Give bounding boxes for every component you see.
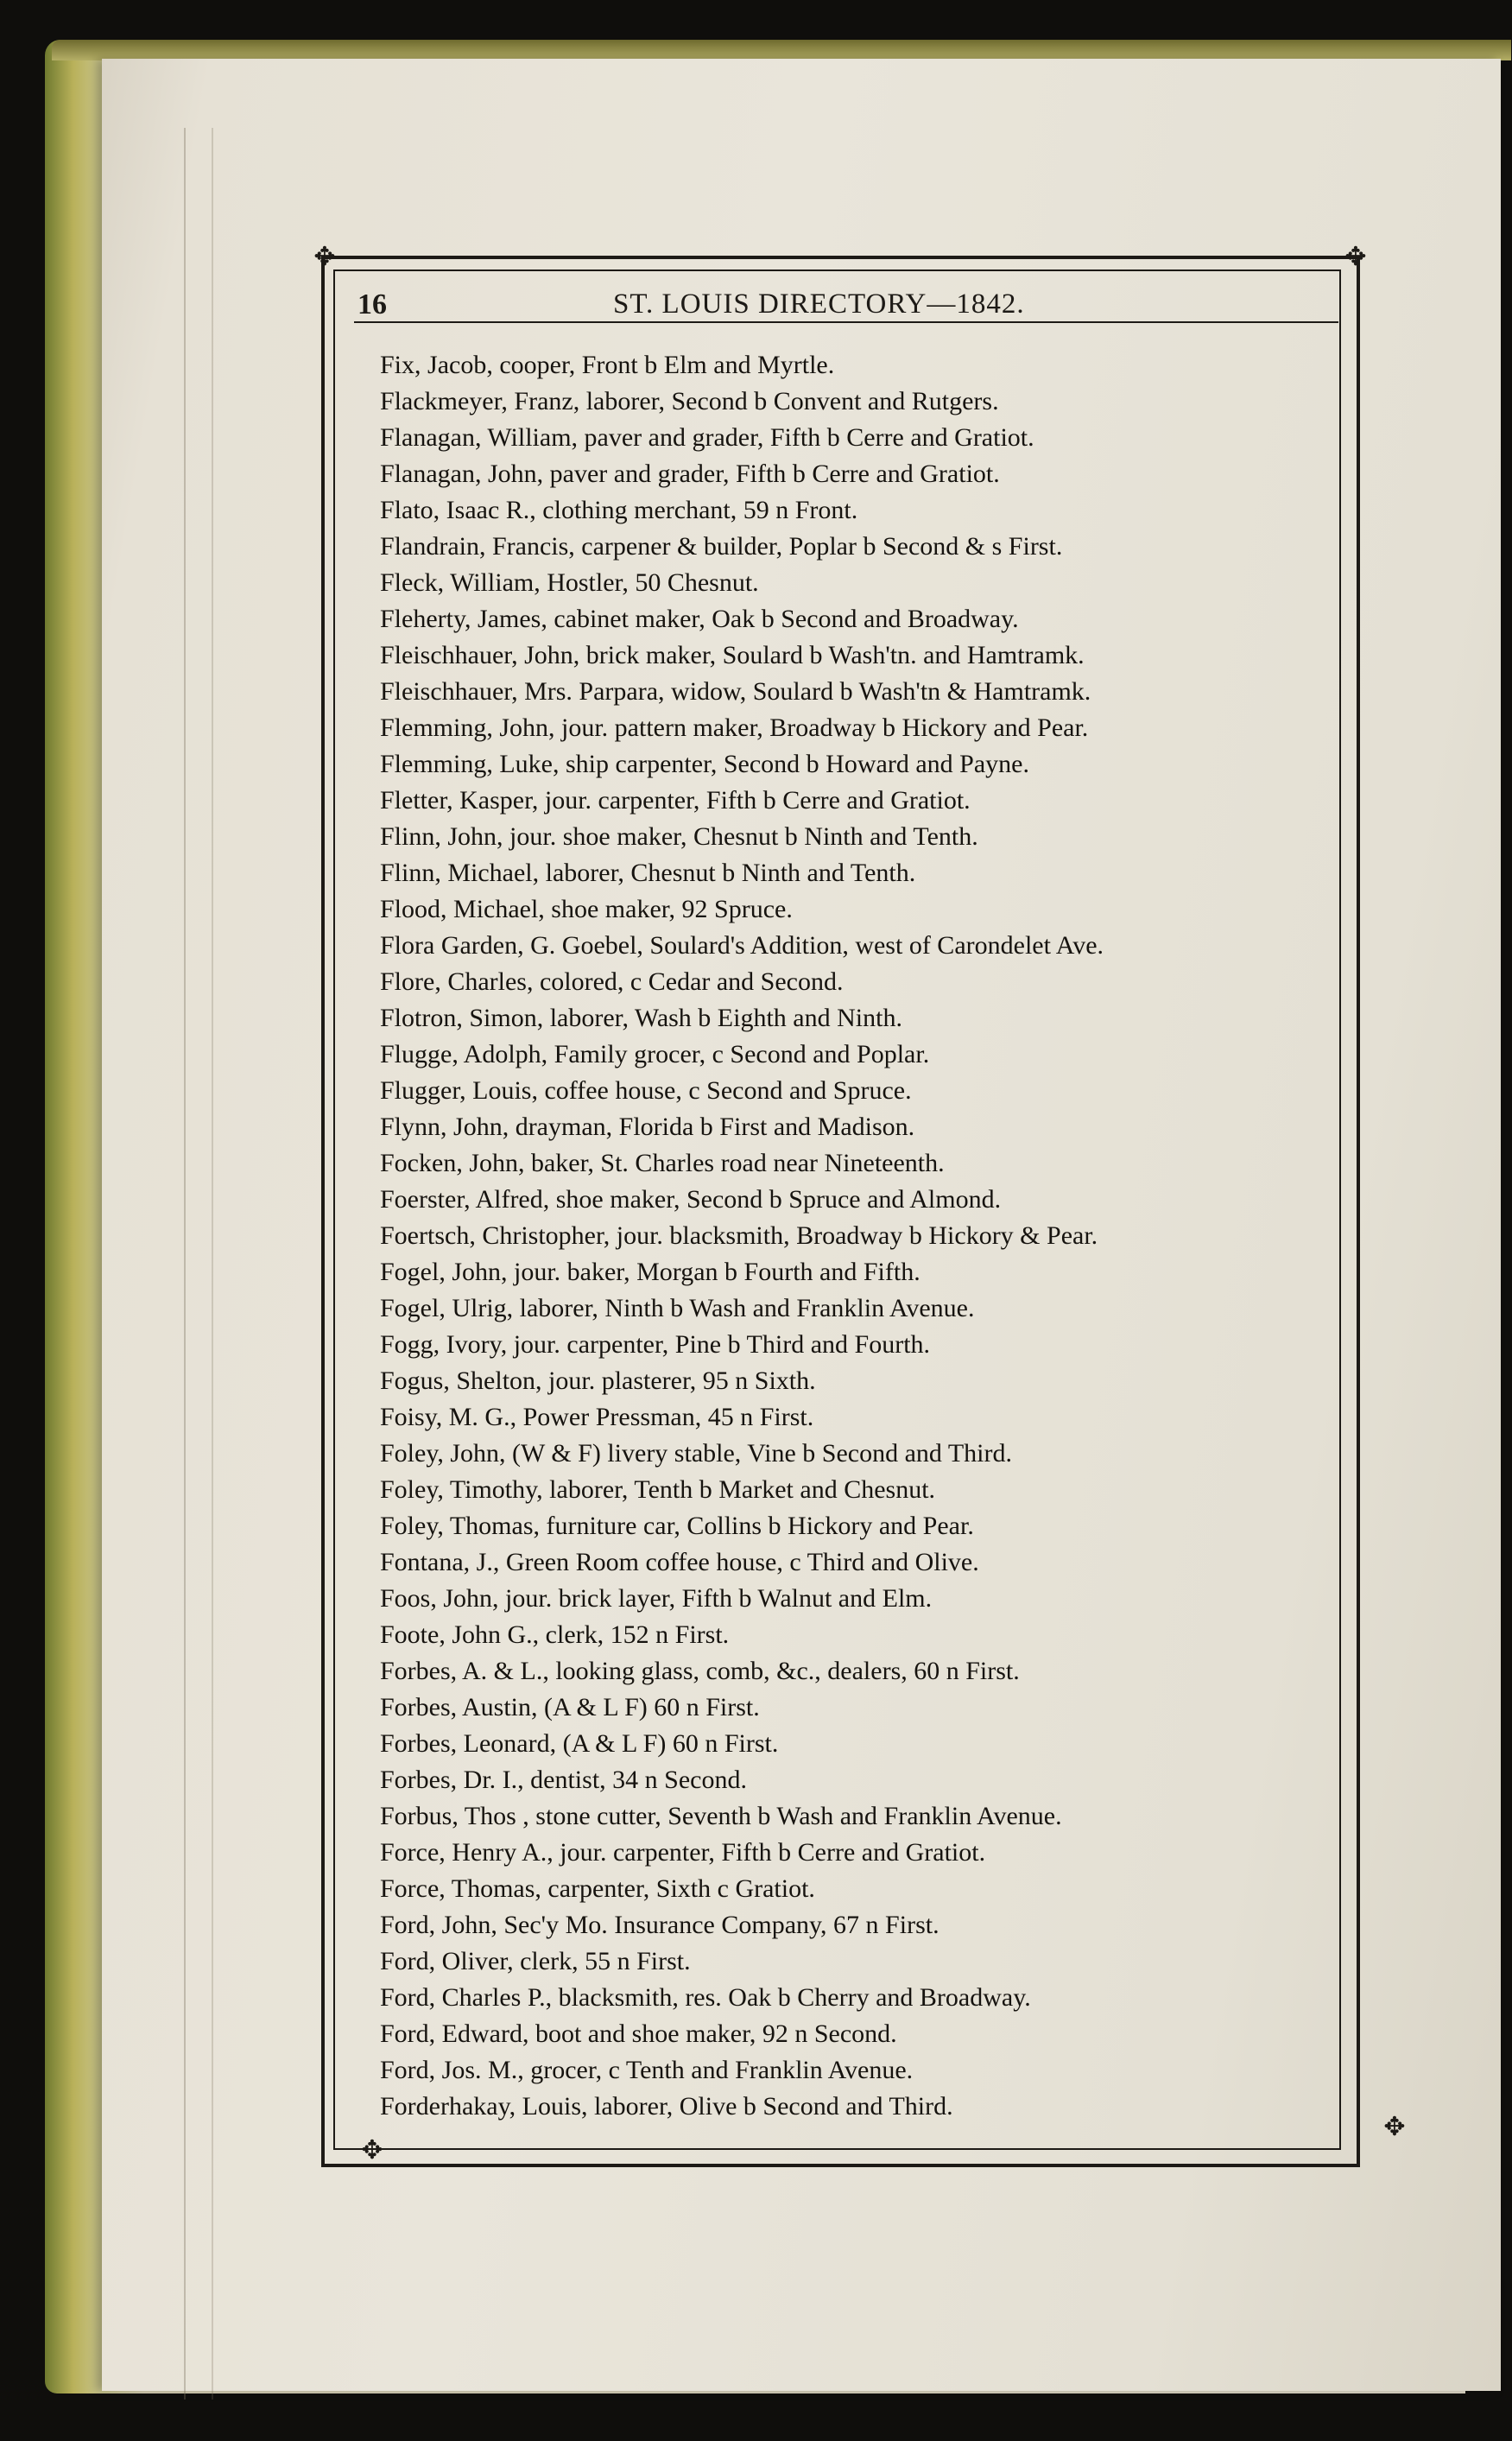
directory-entry: Fleischhauer, John, brick maker, Soulard b Wash'tn. and Hamtramk.: [380, 641, 1085, 669]
corner-ornament-icon: ✥: [361, 2136, 383, 2165]
directory-entry: Fogel, John, jour. baker, Morgan b Fourth and Fifth.: [380, 1258, 920, 1286]
corner-ornament-icon: ✥: [1344, 243, 1367, 271]
directory-entry: Flinn, Michael, laborer, Chesnut b Ninth and Tenth.: [380, 859, 916, 887]
page-gutter: [184, 128, 213, 2400]
directory-entry: Force, Thomas, carpenter, Sixth c Gratiot.: [380, 1874, 815, 1903]
directory-entry: Forbes, Leonard, (A & L F) 60 n First.: [380, 1729, 779, 1758]
corner-ornament-icon: ✥: [313, 243, 336, 271]
directory-entry: Flore, Charles, colored, c Cedar and Second.: [380, 967, 844, 996]
running-title: ST. LOUIS DIRECTORY—1842.: [613, 288, 1025, 320]
directory-entry: Flackmeyer, Franz, laborer, Second b Convent and Rutgers.: [380, 387, 999, 415]
page-number: 16: [357, 288, 387, 320]
directory-entry: Foisy, M. G., Power Pressman, 45 n First.: [380, 1403, 814, 1431]
header-rule: [354, 321, 1338, 323]
directory-entry: Foley, Timothy, laborer, Tenth b Market and Chesnut.: [380, 1475, 936, 1504]
directory-entry: Fogel, Ulrig, laborer, Ninth b Wash and Franklin Avenue.: [380, 1294, 975, 1322]
directory-entry: Fletter, Kasper, jour. carpenter, Fifth b Cerre and Gratiot.: [380, 786, 971, 815]
directory-entry: Ford, John, Sec'y Mo. Insurance Company, 67 n First.: [380, 1911, 939, 1939]
directory-entry: Fleherty, James, cabinet maker, Oak b Second and Broadway.: [380, 605, 1019, 633]
directory-entry: Fogg, Ivory, jour. carpenter, Pine b Third and Fourth.: [380, 1330, 931, 1359]
directory-entry: Forbus, Thos , stone cutter, Seventh b Wash and Franklin Avenue.: [380, 1802, 1062, 1830]
directory-entry: Forbes, Dr. I., dentist, 34 n Second.: [380, 1766, 747, 1794]
directory-entry: Foertsch, Christopher, jour. blacksmith, Broadway b Hickory & Pear.: [380, 1221, 1098, 1250]
directory-entry: Flemming, Luke, ship carpenter, Second b Howard and Payne.: [380, 750, 1029, 778]
directory-entry: Forderhakay, Louis, laborer, Olive b Second and Third.: [380, 2092, 953, 2121]
directory-entry: Flanagan, John, paver and grader, Fifth b Cerre and Gratiot.: [380, 460, 1000, 488]
directory-entry: Flugge, Adolph, Family grocer, c Second and Poplar.: [380, 1040, 930, 1068]
directory-entry: Ford, Oliver, clerk, 55 n First.: [380, 1947, 691, 1975]
directory-entry: Foos, John, jour. brick layer, Fifth b Walnut and Elm.: [380, 1584, 933, 1613]
directory-entry: Flandrain, Francis, carpener & builder, Poplar b Second & s First.: [380, 532, 1063, 561]
directory-entry: Fix, Jacob, cooper, Front b Elm and Myrtle.: [380, 351, 835, 379]
page-header: [354, 276, 1338, 328]
directory-entry: Flemming, John, jour. pattern maker, Broadway b Hickory and Pear.: [380, 713, 1089, 742]
directory-entry: Ford, Edward, boot and shoe maker, 92 n Second.: [380, 2019, 897, 2048]
directory-entry: Focken, John, baker, St. Charles road near Nineteenth.: [380, 1149, 945, 1177]
directory-entry: Flynn, John, drayman, Florida b First and Madison.: [380, 1113, 915, 1141]
directory-entry: Fleck, William, Hostler, 50 Chesnut.: [380, 568, 759, 597]
book-top-edge: [52, 40, 1511, 60]
directory-entry: Forbes, A. & L., looking glass, comb, &c., dealers, 60 n First.: [380, 1657, 1020, 1685]
directory-entry: Fontana, J., Green Room coffee house, c Third and Olive.: [380, 1548, 979, 1576]
directory-entry: Foote, John G., clerk, 152 n First.: [380, 1620, 730, 1649]
directory-entry: Flora Garden, G. Goebel, Soulard's Addition, west of Carondelet Ave.: [380, 931, 1104, 960]
corner-ornament-icon: ✥: [1383, 2113, 1406, 2141]
directory-entries: [380, 347, 1338, 2125]
directory-entry: Flanagan, William, paver and grader, Fifth b Cerre and Gratiot.: [380, 423, 1034, 452]
directory-entry: Flinn, John, jour. shoe maker, Chesnut b Ninth and Tenth.: [380, 822, 978, 851]
directory-entry: Force, Henry A., jour. carpenter, Fifth b Cerre and Gratiot.: [380, 1838, 986, 1867]
directory-entry: Ford, Jos. M., grocer, c Tenth and Franklin Avenue.: [380, 2056, 914, 2084]
directory-entry: Ford, Charles P., blacksmith, res. Oak b Cherry and Broadway.: [380, 1983, 1031, 2012]
directory-entry: Flato, Isaac R., clothing merchant, 59 n Front.: [380, 496, 858, 524]
directory-entry: Flood, Michael, shoe maker, 92 Spruce.: [380, 895, 793, 923]
directory-entry: Foley, John, (W & F) livery stable, Vine b Second and Third.: [380, 1439, 1012, 1468]
directory-entry: Foerster, Alfred, shoe maker, Second b Spruce and Almond.: [380, 1185, 1002, 1214]
directory-entry: Flotron, Simon, laborer, Wash b Eighth and Ninth.: [380, 1004, 902, 1032]
directory-entry: Foley, Thomas, furniture car, Collins b Hickory and Pear.: [380, 1512, 974, 1540]
directory-entry: Forbes, Austin, (A & L F) 60 n First.: [380, 1693, 760, 1721]
directory-entry: Fogus, Shelton, jour. plasterer, 95 n Sixth.: [380, 1366, 816, 1395]
directory-entry: Flugger, Louis, coffee house, c Second and Spruce.: [380, 1076, 912, 1105]
directory-entry: Fleischhauer, Mrs. Parpara, widow, Soulard b Wash'tn & Hamtramk.: [380, 677, 1091, 706]
